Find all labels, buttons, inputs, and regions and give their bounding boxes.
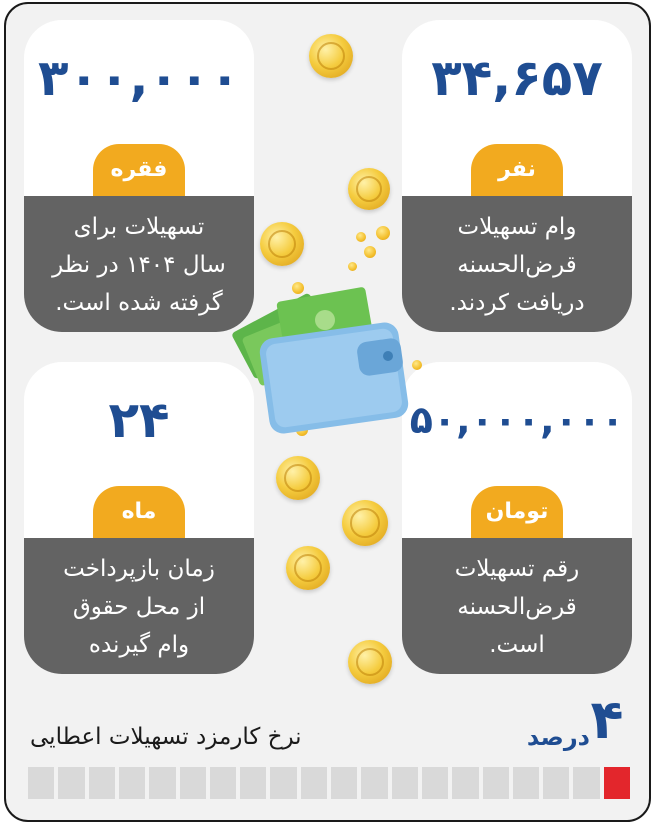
unit-label: فقره [110,157,168,182]
card-items [24,20,254,332]
wallet-icon [228,262,428,442]
desc-line: وام تسهیلات [457,214,577,240]
gold-coin-icon [348,640,392,684]
gold-coin-icon [376,226,390,240]
rate-number: ۴ [590,688,624,751]
card-description [42,550,236,664]
rate-segment-empty [331,767,357,799]
rate-segment-empty [28,767,54,799]
rate-segment-empty [422,767,448,799]
rate-segment-empty [301,767,327,799]
rate-segment-empty [58,767,84,799]
gold-coin-icon [309,34,353,78]
gold-coin-icon [356,232,366,242]
unit-badge [471,144,563,196]
rate-segment-filled [604,767,630,799]
rate-segment-empty [392,767,418,799]
rate-segment-empty [543,767,569,799]
card-description [42,208,236,322]
card-description [420,208,614,322]
gold-coin-icon [276,456,320,500]
desc-line: رقم تسهیلات [454,556,580,582]
stat-number: ۳۰۰,۰۰۰ [37,49,241,107]
card-months [24,362,254,674]
desc-line: از محل حقوق [72,594,206,620]
rate-segment-empty [149,767,175,799]
rate-segment-empty [573,767,599,799]
desc-line: است. [489,632,545,658]
wallet-illustration [228,262,428,442]
desc-line: گرفته شده است. [55,290,223,316]
unit-badge [93,486,185,538]
gold-coin-icon [260,222,304,266]
card-description [420,550,614,664]
rate-segment-empty [513,767,539,799]
rate-segment-empty [361,767,387,799]
gold-coin-icon [364,246,376,258]
desc-line: قرض‌الحسنه [457,252,577,278]
desc-line: وام گیرنده [88,632,190,658]
rate-unit: درصد [526,723,590,751]
stat-number: ۵۰,۰۰۰,۰۰۰ [409,398,625,442]
rate-segment-empty [89,767,115,799]
rate-segment-empty [452,767,478,799]
card-amount [402,362,632,674]
gold-coin-icon [286,546,330,590]
desc-line: تسهیلات برای [73,214,205,240]
rate-segment-empty [119,767,145,799]
rate-segment-empty [180,767,206,799]
gold-coin-icon [348,168,390,210]
rate-segment-empty [210,767,236,799]
unit-badge [471,486,563,538]
desc-line: سال ۱۴۰۴ در نظر [52,252,226,278]
gold-coin-icon [342,500,388,546]
desc-line: دریافت کردند. [449,290,585,316]
desc-line: قرض‌الحسنه [457,594,577,620]
card-people [402,20,632,332]
rate-progress-bar [28,767,630,799]
rate-label: نرخ کارمزد تسهیلات اعطایی [30,724,302,750]
unit-label: ماه [121,499,157,524]
unit-label: تومان [485,499,549,524]
rate-segment-empty [270,767,296,799]
desc-line: زمان بازپرداخت [63,556,215,582]
stat-number: ۳۴,۶۵۷ [431,49,603,107]
rate-segment-empty [483,767,509,799]
unit-badge [93,144,185,196]
stat-number: ۲۴ [108,391,170,449]
unit-label: نفر [498,157,536,182]
rate-segment-empty [240,767,266,799]
